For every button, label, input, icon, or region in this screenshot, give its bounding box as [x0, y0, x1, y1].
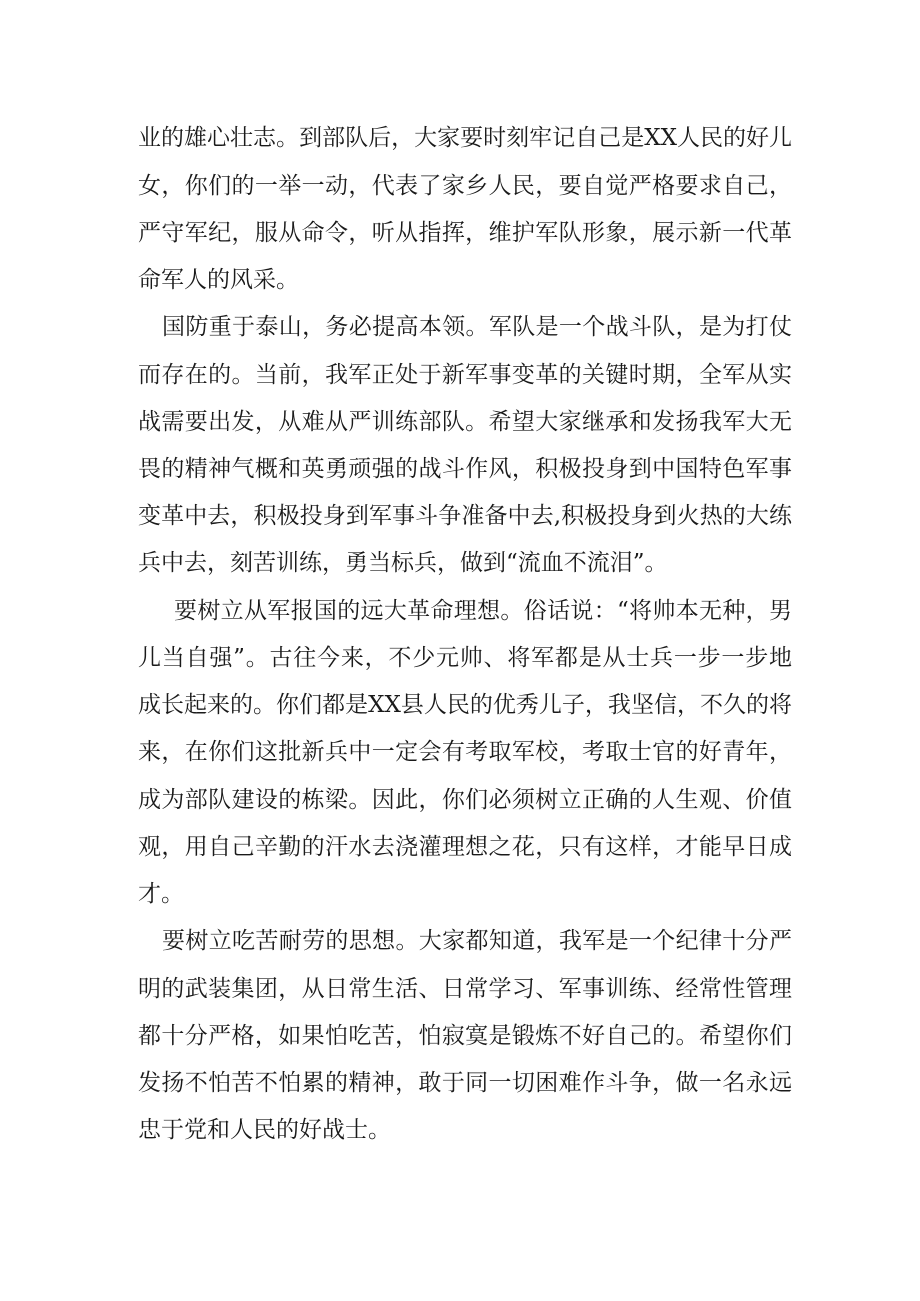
paragraph-3-line-7: 才。 — [138, 881, 184, 907]
paragraph-3-line-4: 来，在你们这批新兵中一定会有考取军校，考取士官的好青年， — [138, 739, 792, 765]
paragraph-3-line-6: 观，用自己辛勤的汗水去浇灌理想之花，只有这样，才能早日成 — [138, 834, 792, 860]
paragraph-4-line-5: 忠于党和人民的好战士。 — [138, 1117, 391, 1143]
paragraph-4-line-3: 都十分严格，如果怕吃苦，怕寂寞是锻炼不好自己的。希望你们 — [138, 1023, 792, 1049]
paragraph-3-line-2: 儿当自强”。古往今来，不少元帅、将军都是从士兵一步一步地 — [138, 645, 792, 671]
paragraph-3-line-3: 成长起来的。你们都是XX县人民的优秀儿子，我坚信，不久的将 — [138, 692, 792, 718]
paragraph-3-line-5: 成为部队建设的栋梁。因此，你们必须树立正确的人生观、价值 — [138, 787, 792, 813]
paragraph-2-line-6: 兵中去，刻苦训练，勇当标兵，做到“流血不流泪”。 — [138, 550, 668, 576]
paragraph-4-line-4: 发扬不怕苦不怕累的精神，敢于同一切困难作斗争，做一名永远 — [138, 1070, 792, 1096]
paragraph-2-line-5: 变革中去，积极投身到军事斗争准备中去,积极投身到火热的大练 — [138, 503, 792, 529]
paragraph-2-line-4: 畏的精神气概和英勇顽强的战斗作风，积极投身到中国特色军事 — [138, 456, 792, 482]
paragraph-3-line-1: 要树立从军报国的远大革命理想。俗话说：“将帅本无种，男 — [174, 598, 792, 624]
paragraph-4-line-1: 要树立吃苦耐劳的思想。大家都知道，我军是一个纪律十分严 — [162, 928, 792, 954]
paragraph-4-line-2: 明的武装集团，从日常生活、日常学习、军事训练、经常性管理 — [138, 976, 792, 1002]
paragraph-2-line-1: 国防重于泰山，务必提高本领。军队是一个战斗队，是为打仗 — [162, 314, 792, 340]
paragraph-1-line-3: 严守军纪，服从命令，听从指挥，维护军队形象，展示新一代革 — [138, 220, 792, 246]
paragraph-2-line-3: 战需要出发，从难从严训练部队。希望大家继承和发扬我军大无 — [138, 409, 792, 435]
paragraph-1-line-1: 业的雄心壮志。到部队后，大家要时刻牢记自己是XX人民的好儿 — [138, 125, 792, 151]
paragraph-1-line-2: 女，你们的一举一动，代表了家乡人民，要自觉严格要求自己， — [138, 173, 792, 199]
paragraph-1-line-4: 命军人的风采。 — [138, 267, 299, 293]
paragraph-2-line-2: 而存在的。当前，我军正处于新军事变革的关键时期，全军从实 — [138, 362, 792, 388]
